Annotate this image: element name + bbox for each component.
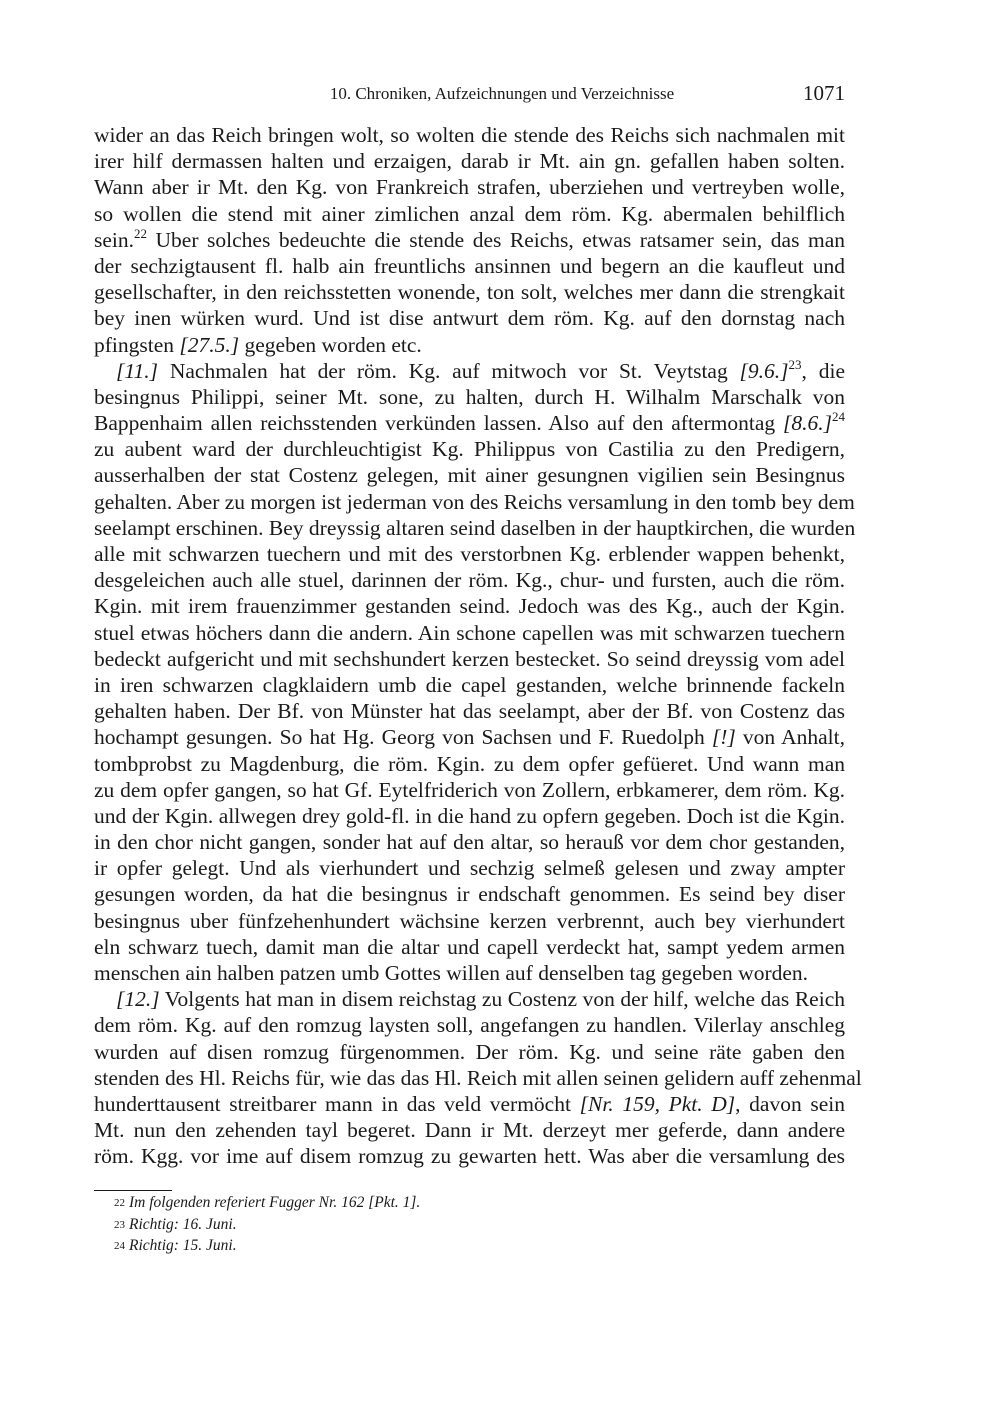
footnote-text: Richtig: 15. Juni. bbox=[129, 1237, 237, 1254]
editorial-note: [!] bbox=[711, 725, 736, 750]
text-line: Mt. nun den zehenden tayl begeret. Dann ir Mt. derzeyt mer geferde, dann andere bbox=[94, 1118, 845, 1143]
editorial-note: [8.6.] bbox=[783, 411, 832, 436]
text-line: besingnus uber fünfzehenhundert wächsine kerzen verbrennt, auch bey vierhundert bbox=[94, 908, 845, 933]
running-header: 10. Chroniken, Aufzeichnungen und Verzeichnisse bbox=[329, 84, 675, 103]
text-line: röm. Kgg. vor ime auf disem romzug zu gewarten hett. Was aber die versamlung des bbox=[94, 1144, 845, 1169]
text-line: gesungen worden, da hat die besingnus ir endschaft genommen. Es seind bey diser bbox=[94, 882, 845, 907]
text-segment: Bappenhaim allen reichsstenden verkünden lassen. Also auf den aftermontag bbox=[94, 411, 784, 436]
text-line: bey inen würken wurd. Und ist dise antwurt dem röm. Kg. auf den dornstag nach bbox=[94, 306, 845, 331]
text-segment: pfingsten bbox=[94, 332, 180, 357]
footnote-number: 23 bbox=[114, 1218, 125, 1231]
text-line: Kgin. mit irem frauenzimmer gestanden seind. Jedoch was des Kg., auch der Kgin. bbox=[94, 594, 845, 619]
text-line: ausserhalben der stat Costenz gelegen, mit ainer gesungnen vigilien sein Besingnus bbox=[94, 463, 845, 488]
text-segment: Uber solches bedeuchte die stende des Reichs, etwas ratsamer sein, das man bbox=[147, 227, 845, 252]
text-line: stuel etwas höchers dann die andern. Ain schone capellen was mit schwarzen tuechern bbox=[94, 620, 845, 645]
text-line bbox=[94, 227, 845, 253]
text-line: in den chor nicht gangen, sonder hat auf den altar, so herauß vor dem chor gestanden, bbox=[94, 830, 845, 855]
text-segment: gegeben worden etc. bbox=[239, 332, 422, 357]
text-line: gehalten haben. Der Bf. von Münster hat das seelampt, aber der Bf. von Costenz das bbox=[94, 699, 845, 724]
footnote-reference: 24 bbox=[832, 408, 845, 424]
editorial-note: [9.6.] bbox=[739, 358, 789, 383]
text-line: zu dem opfer gangen, so hat Gf. Eytelfriderich von Zollern, erbkamerer, dem röm. Kg. bbox=[94, 777, 845, 802]
text-line bbox=[94, 358, 845, 384]
footnote-number: 24 bbox=[114, 1240, 125, 1252]
text-line: gesellschafter, in den reichsstetten wonende, ton solt, welches mer dann die strengkait bbox=[94, 280, 845, 305]
text-line bbox=[94, 986, 845, 1012]
footnote bbox=[114, 1236, 844, 1258]
text-segment: , die bbox=[801, 358, 845, 383]
footnote bbox=[114, 1215, 844, 1237]
text-line: ir opfer gelegt. Und als vierhundert und sechzig selmeß gelesen und zway ampter bbox=[94, 856, 845, 881]
footnote-text: Richtig: 16. Juni. bbox=[129, 1215, 237, 1233]
text-line: menschen ain halben patzen umb Gottes willen auf denselben tag gegeben worden. bbox=[94, 961, 809, 985]
text-line bbox=[94, 1091, 845, 1117]
text-line bbox=[94, 724, 845, 750]
body-text bbox=[94, 122, 862, 1170]
editorial-note: [27.5.] bbox=[179, 332, 240, 357]
text-line: wider an das Reich bringen wolt, so wolten die stende des Reichs sich nachmalen mit bbox=[94, 123, 845, 147]
footnote-reference: 23 bbox=[788, 356, 802, 372]
text-line: eln schwarz tuech, damit man die altar und capell verdeckt hat, sampt yedem armen bbox=[94, 934, 845, 959]
text-line: so wollen die stend mit ainer zimlichen anzal dem röm. Kg. abermalen behilflich bbox=[94, 201, 845, 226]
text-segment: hochampt gesungen. So hat Hg. Georg von Sachsen und F. Ruedolph bbox=[94, 725, 712, 750]
text-segment: Nachmalen hat der röm. Kg. auf mitwoch vor St. Veytstag bbox=[158, 358, 740, 383]
editorial-note: [11.] bbox=[116, 358, 159, 383]
text-line: zu aubent ward der durchleuchtigist Kg. Philippus von Castilia zu den Predigern, bbox=[94, 437, 845, 462]
text-line bbox=[94, 410, 845, 436]
text-line: wurden auf disen romzug fürgenommen. Der röm. Kg. und seine räte gaben den bbox=[94, 1039, 845, 1064]
text-line: irer hilf dermassen halten und erzaigen, darab ir Mt. ain gn. gefallen haben solten. bbox=[94, 149, 845, 174]
text-line: gehalten. Aber zu morgen ist jederman von des Reichs versamlung in den tomb bey dem bbox=[94, 489, 855, 514]
text-line: desgeleichen auch alle stuel, darinnen der röm. Kg., chur- und fursten, auch die röm. bbox=[94, 568, 845, 593]
text-line: alle mit schwarzen tuechern und mit des verstorbnen Kg. erblender wappen behenkt, bbox=[94, 542, 845, 566]
editorial-note: [Nr. 159, Pkt. D] bbox=[579, 1091, 736, 1116]
text-line: in iren schwarzen clagklaidern umb die capel gestanden, welche brinnende fackeln bbox=[94, 672, 845, 697]
footnote-number: 22 bbox=[114, 1197, 125, 1209]
text-line: besingnus Philippi, seiner Mt. sone, zu halten, durch H. Wilhalm Marschalk von bbox=[94, 384, 845, 409]
text-line: dem röm. Kg. auf den romzug laysten soll, angefangen zu handlen. Vilerlay anschleg bbox=[94, 1013, 845, 1038]
text-segment: Volgents hat man in disem reichstag zu Costenz von der hilf, welche das Reich bbox=[159, 987, 845, 1012]
text-line bbox=[94, 332, 845, 358]
footnote-reference: 22 bbox=[134, 225, 148, 241]
text-segment: sein. bbox=[94, 227, 135, 252]
footnote-divider bbox=[94, 1190, 172, 1191]
editorial-note: [12.] bbox=[116, 987, 160, 1012]
text-segment: von Anhalt, bbox=[735, 725, 845, 750]
text-line: der sechzigtausent fl. halb ain freuntlichs ansinnen und begern an die kaufleut und bbox=[94, 253, 845, 278]
page-number: 1071 bbox=[803, 81, 845, 105]
text-segment: , davon sein bbox=[735, 1091, 845, 1116]
text-line: bedeckt aufgericht und mit sechshundert kerzen bestecket. So seind dreyssig vom adel bbox=[94, 646, 845, 671]
text-line: stenden des Hl. Reichs für, wie das das Hl. Reich mit allen seinen gelidern auff zehenmal bbox=[94, 1065, 862, 1090]
text-line: seelampt erschinen. Bey dreyssig altaren seind daselben in der hauptkirchen, die wurden bbox=[94, 515, 856, 540]
text-line: und der Kgin. allwegen drey gold-fl. in die hand zu opfern gegeben. Doch ist die Kgin. bbox=[94, 803, 845, 828]
text-line: Wann aber ir Mt. den Kg. von Frankreich strafen, uberziehen und vertreyben wolle, bbox=[94, 175, 845, 200]
footnote bbox=[114, 1193, 844, 1215]
text-segment: hunderttausent streitbarer mann in das veld vermöcht bbox=[94, 1091, 580, 1116]
footnotes bbox=[114, 1193, 844, 1258]
text-line: tombprobst zu Magdenburg, die röm. Kgin. zu dem opfer gefüeret. Und wann man bbox=[94, 751, 845, 776]
footnote-text: Im folgenden referiert Fugger Nr. 162 [Pkt. 1]. bbox=[129, 1194, 421, 1211]
